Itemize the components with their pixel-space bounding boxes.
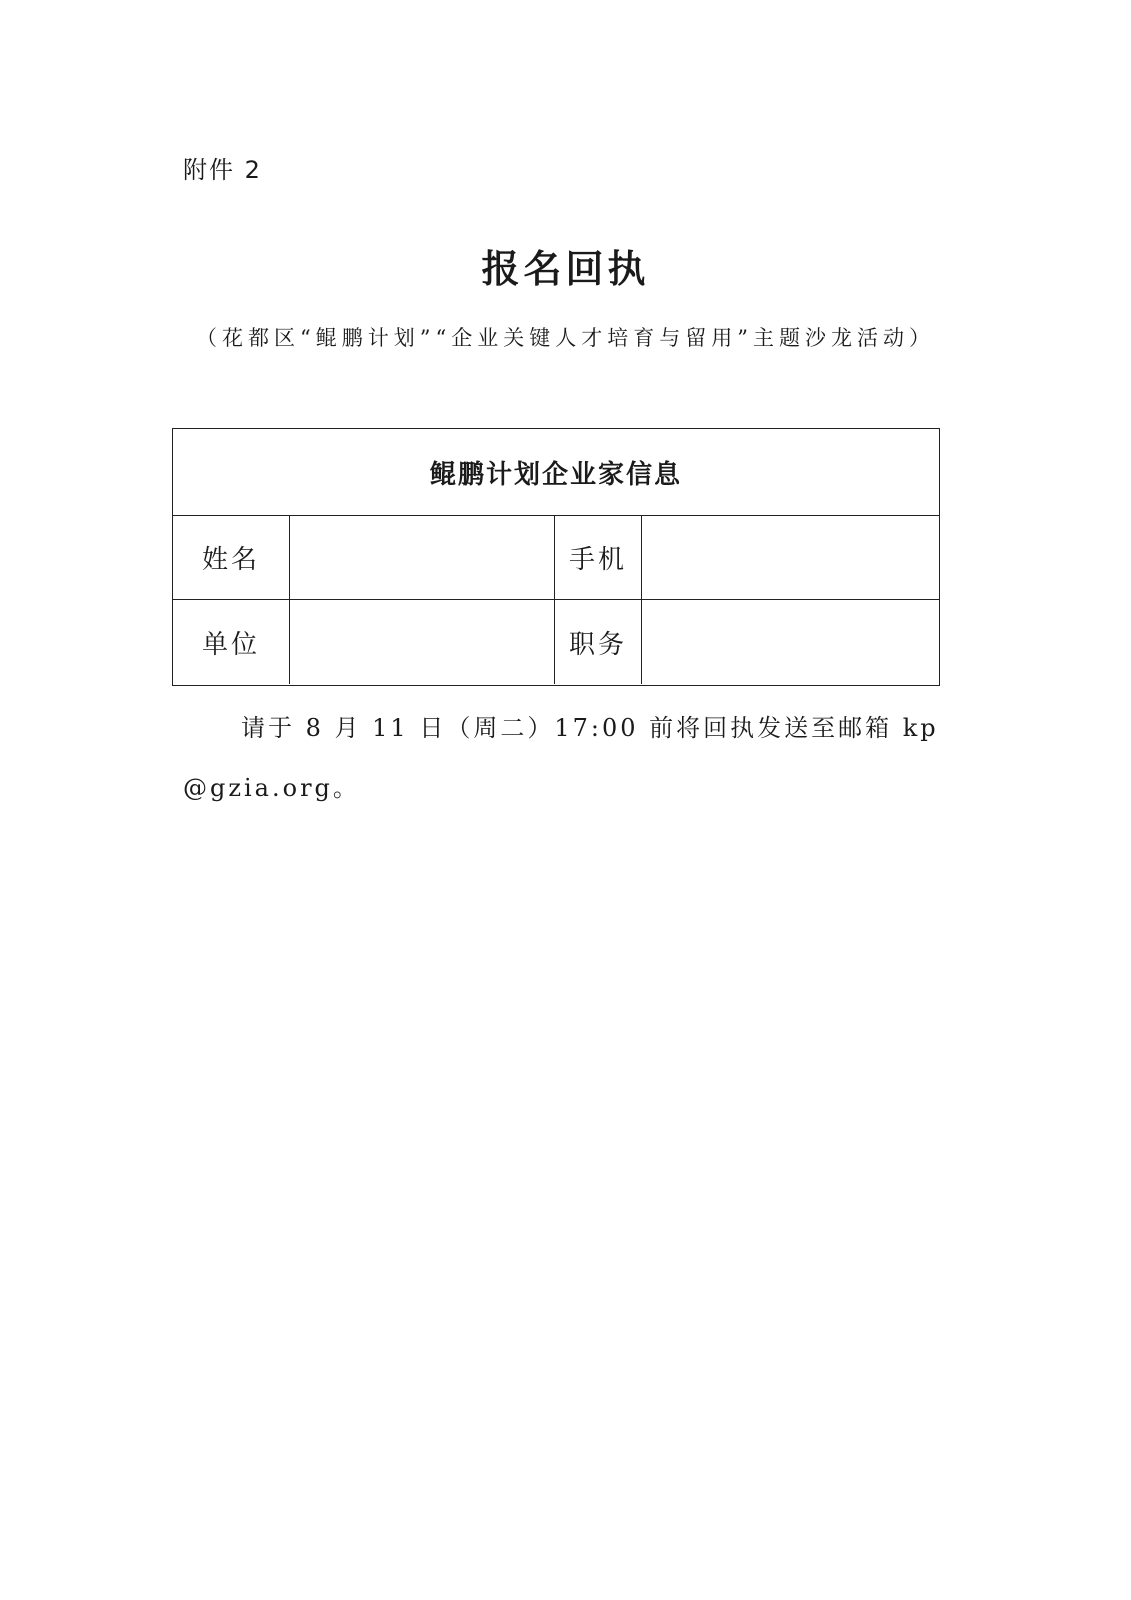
name-field[interactable] (290, 516, 555, 599)
position-field[interactable] (642, 600, 938, 684)
position-label: 职务 (555, 600, 642, 684)
submission-instruction (183, 698, 958, 818)
instruction-text: 请于 8 月 11 日（周二）17:00 前将回执发送至邮箱 kp@gzia.org。 (183, 714, 939, 802)
name-label: 姓名 (173, 516, 290, 599)
phone-field[interactable] (642, 516, 938, 599)
company-field[interactable] (290, 600, 555, 684)
phone-label: 手机 (555, 516, 642, 599)
document-subtitle: （花都区“鲲鹏计划”“企业关键人才培育与留用”主题沙龙活动） (196, 326, 935, 350)
registration-form-table (172, 428, 940, 686)
table-row (173, 600, 939, 684)
section-header: 鲲鹏计划企业家信息 (429, 459, 682, 490)
table-header-row (173, 429, 939, 516)
company-label: 单位 (173, 600, 290, 684)
attachment-label: 附件 2 (183, 156, 262, 184)
table-row (173, 516, 939, 600)
document-title: 报名回执 (481, 247, 650, 291)
